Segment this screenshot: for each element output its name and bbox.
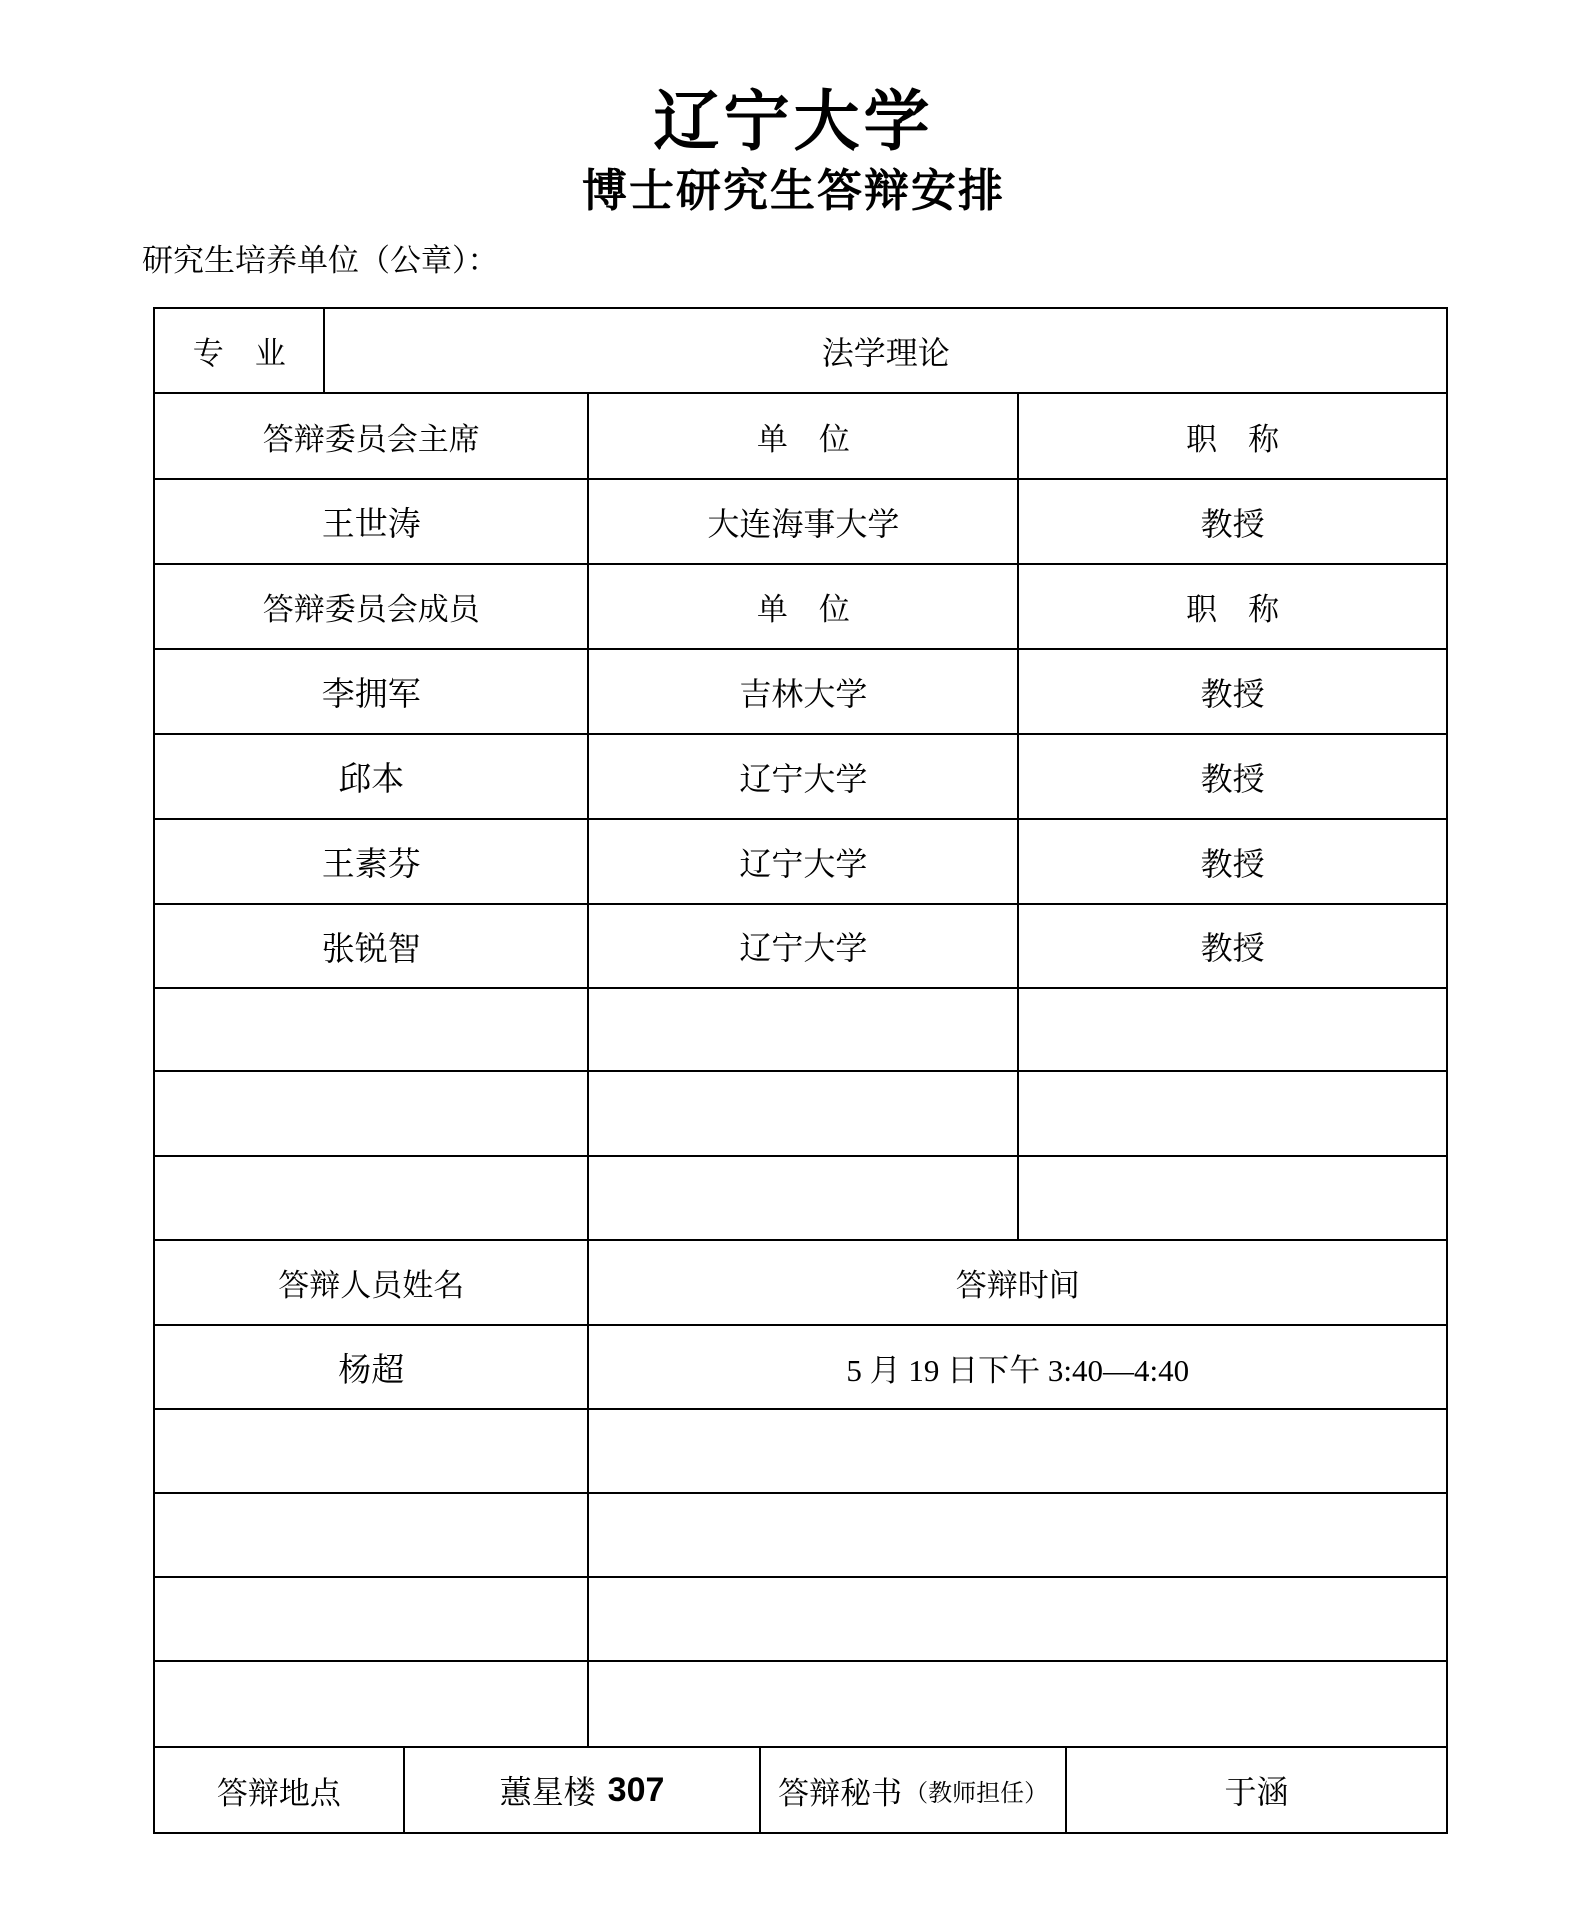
chair-row: [155, 478, 1446, 563]
member-name-cell: 邱本: [338, 762, 405, 798]
member-title-cell: [1017, 1072, 1446, 1155]
member-row: [155, 733, 1446, 818]
defense-time-cell: [587, 1662, 1446, 1746]
member-name-cell: 王素芬: [321, 847, 421, 883]
defense-time-cell: 5 月 19 日下午 3:40—4:40: [587, 1326, 1446, 1408]
footer-row: [155, 1746, 1446, 1832]
defense-location-value-cell: [403, 1748, 759, 1832]
member-unit-cell: [587, 1157, 1017, 1239]
member-unit-cell: 吉林大学: [587, 650, 1017, 733]
member-row: [155, 648, 1446, 733]
defense-time-header-cell: 答辩时间: [587, 1241, 1446, 1324]
defense-secretary-name-cell: 于涵: [1065, 1748, 1446, 1832]
member-unit-cell: 辽宁大学: [587, 735, 1017, 818]
member-title-cell: 教授: [1017, 905, 1446, 987]
chair-title-header-cell: 职 称: [1017, 394, 1446, 478]
member-title-cell: [1017, 989, 1446, 1070]
chair-title-cell: 教授: [1017, 480, 1446, 563]
major-value-cell: 法学理论: [323, 309, 1446, 392]
member-unit-cell: 辽宁大学: [587, 905, 1017, 987]
defender-name-cell: [155, 1662, 587, 1746]
chair-name-cell: 王世涛: [321, 507, 421, 543]
member-title-header-cell: 职 称: [1017, 565, 1446, 648]
secretary-label: 答辩秘书: [778, 1775, 903, 1811]
defense-time-cell: [587, 1578, 1446, 1660]
member-row-empty: [155, 1155, 1446, 1239]
defender-name-cell: [155, 1410, 587, 1492]
location-building: 蕙星楼: [499, 1774, 596, 1810]
member-unit-header-cell: 单 位: [587, 565, 1017, 648]
member-role-header-cell: 答辩委员会成员: [262, 592, 480, 627]
defense-row: [155, 1324, 1446, 1408]
chair-role-header-cell: 答辩委员会主席: [262, 421, 480, 457]
location-room-number: 307: [607, 1770, 665, 1809]
member-name-cell: [155, 989, 587, 1070]
secretary-note: （教师担任）: [904, 1780, 1049, 1807]
member-row-empty: [155, 1070, 1446, 1155]
defense-location-label-cell: 答辩地点: [216, 1775, 341, 1811]
member-title-cell: 教授: [1017, 735, 1446, 818]
chair-unit-cell: 大连海事大学: [587, 480, 1017, 563]
member-name-cell: 张锐智: [321, 931, 421, 968]
member-title-cell: [1017, 1157, 1446, 1239]
defense-time-cell: [587, 1410, 1446, 1492]
defense-row-empty: [155, 1660, 1446, 1746]
member-unit-cell: 辽宁大学: [587, 820, 1017, 903]
defender-name-cell: 杨超: [338, 1352, 405, 1389]
university-title: 辽宁大学: [653, 84, 934, 158]
member-row: [155, 818, 1446, 903]
defense-header-row: [155, 1239, 1446, 1324]
member-header-row: [155, 563, 1446, 648]
defense-arrangement-table: [153, 307, 1448, 1834]
major-row: [155, 309, 1446, 392]
chair-header-row: [155, 392, 1446, 478]
defense-row-empty: [155, 1492, 1446, 1576]
member-title-cell: 教授: [1017, 820, 1446, 903]
defense-time-cell: [587, 1494, 1446, 1576]
member-row: [155, 903, 1446, 987]
member-unit-cell: [587, 1072, 1017, 1155]
defender-name-cell: [155, 1578, 587, 1660]
training-unit-seal-label: 研究生培养单位（公章）：: [142, 243, 499, 278]
defense-row-empty: [155, 1576, 1446, 1660]
member-row-empty: [155, 987, 1446, 1070]
defense-secretary-label-cell: [759, 1748, 1065, 1832]
member-title-cell: 教授: [1017, 650, 1446, 733]
major-label-cell: 专 业: [192, 336, 286, 371]
defender-name-cell: [155, 1494, 587, 1576]
member-name-cell: [155, 1157, 587, 1239]
member-name-cell: 李拥军: [321, 677, 421, 713]
member-unit-cell: [587, 989, 1017, 1070]
defense-row-empty: [155, 1408, 1446, 1492]
member-name-cell: [155, 1072, 587, 1155]
chair-unit-header-cell: 单 位: [587, 394, 1017, 478]
document-subtitle: 博士研究生答辩安排: [581, 165, 1005, 216]
defender-name-header-cell: 答辩人员姓名: [278, 1268, 465, 1303]
